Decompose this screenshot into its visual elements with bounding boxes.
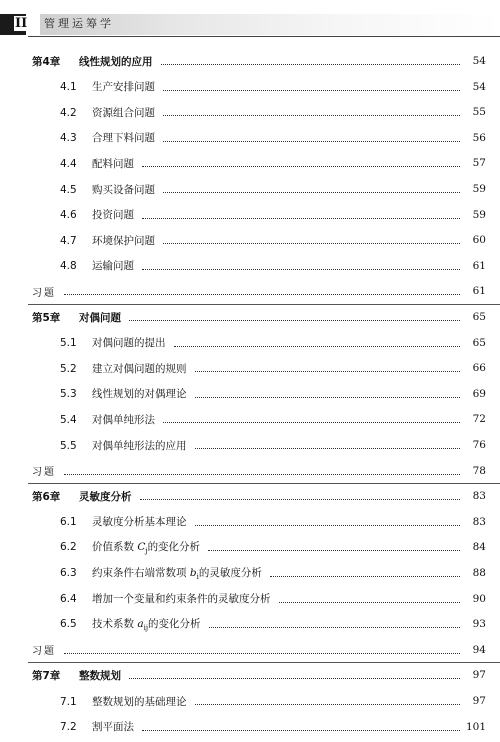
leader-dots: [142, 729, 460, 731]
leader-dots: [142, 268, 460, 270]
leader-dots: [64, 293, 460, 295]
page-number: 88: [472, 567, 486, 579]
section-number: 4.7: [60, 234, 77, 247]
toc-section-row[interactable]: [60, 230, 486, 250]
section-title: 对偶单纯形法的应用: [92, 439, 187, 452]
toc-entry-label: [60, 233, 155, 248]
leader-dots: [195, 396, 461, 398]
section-number: 4.8: [60, 260, 77, 273]
chapter-title: 灵敏度分析: [79, 490, 132, 503]
toc-section-row[interactable]: [60, 589, 486, 609]
toc-entry-label: [60, 539, 200, 555]
toc-section-row[interactable]: [60, 409, 486, 429]
toc-section-row[interactable]: [60, 691, 486, 711]
section-number: 5.3: [60, 388, 77, 401]
section-title: 购买设备问题: [92, 183, 155, 196]
toc-entry-label: [60, 616, 201, 632]
page-number: 90: [472, 592, 486, 605]
leader-dots: [195, 524, 461, 526]
chapter-number: 第6章: [32, 490, 61, 503]
toc-chapter-row[interactable]: [32, 665, 486, 685]
section-number: 6.4: [60, 593, 77, 606]
leader-dots: [195, 447, 461, 449]
toc-entry-label: [60, 591, 271, 606]
section-title: [92, 618, 201, 633]
toc-entry-label: [32, 642, 56, 657]
toc-entry-label: [32, 310, 121, 325]
toc-entry-label: [32, 54, 153, 69]
section-title: 生产安排问题: [92, 81, 155, 94]
header-rule: [28, 36, 500, 37]
section-title: [92, 566, 262, 582]
toc-entry-label: [60, 514, 187, 529]
page-number: 59: [472, 208, 486, 221]
section-number: 5.1: [60, 337, 77, 350]
section-title: 资源组合问题: [92, 106, 155, 119]
page-number: 83: [472, 515, 486, 528]
page-number: 61: [472, 259, 486, 272]
section-number: 5.4: [60, 413, 77, 426]
leader-dots: [142, 217, 460, 219]
section-title: 割平面法: [92, 721, 134, 734]
leader-dots: [163, 89, 460, 91]
toc-entry-label: [32, 463, 56, 478]
section-title: 灵敏度分析基本理论: [92, 516, 187, 529]
page-number: 55: [472, 106, 486, 119]
chapter-number: 第7章: [32, 669, 61, 682]
section-number: 4.4: [60, 157, 77, 170]
section-number: 5.2: [60, 362, 77, 375]
toc-entry-label: [60, 105, 155, 120]
toc-section-row[interactable]: [60, 333, 486, 353]
page-number: 61: [472, 285, 486, 298]
toc-section-row[interactable]: [60, 384, 486, 404]
section-title: 合理下料问题: [92, 132, 155, 145]
leader-dots: [208, 549, 460, 551]
chapter-number: 第4章: [32, 55, 61, 68]
page-number: 66: [472, 362, 486, 375]
section-title: [92, 541, 201, 556]
page-number: 54: [472, 55, 486, 67]
toc-entry-label: [60, 438, 187, 453]
section-title: 环境保护问题: [92, 234, 155, 247]
section-number: 6.5: [60, 618, 77, 631]
section-title-part: C: [137, 541, 146, 554]
toc-exercise-row[interactable]: [32, 640, 486, 660]
exercise-title: 习题: [32, 467, 56, 479]
page-number: 83: [472, 490, 486, 503]
section-number: 6.2: [60, 541, 77, 554]
page-number: 94: [472, 643, 486, 656]
toc-section-row[interactable]: [60, 205, 486, 225]
section-title-part: ij: [143, 624, 149, 633]
page-number: 65: [472, 311, 486, 323]
leader-dots: [174, 345, 461, 347]
leader-dots: [64, 473, 460, 475]
toc-section-row[interactable]: [60, 563, 486, 583]
section-title: 对偶单纯形法: [92, 413, 155, 426]
page-number: 97: [472, 669, 486, 682]
leader-dots: [163, 191, 460, 193]
section-title-part: 的灵敏度分析: [198, 566, 262, 579]
section-title: 建立对偶问题的规则: [92, 362, 187, 375]
toc-exercise-row[interactable]: [32, 461, 486, 481]
book-title: 管理运筹学: [44, 17, 114, 30]
page-number: 97: [472, 695, 486, 707]
header-band: [0, 14, 500, 35]
leader-dots: [64, 652, 460, 654]
page-number: 93: [472, 618, 486, 631]
toc-section-row[interactable]: [60, 102, 486, 122]
toc-section-row[interactable]: [60, 128, 486, 148]
toc-section-row[interactable]: [60, 717, 486, 737]
toc-entry-label: [60, 156, 134, 171]
section-title-part: a: [137, 618, 144, 631]
toc-entry-label: [60, 565, 262, 581]
section-number: 5.5: [60, 439, 77, 452]
toc-section-row[interactable]: [60, 512, 486, 532]
toc-chapter-row[interactable]: [32, 51, 486, 71]
page-number: 101: [466, 720, 487, 733]
toc-section-row[interactable]: [60, 77, 486, 97]
chapter-divider: [28, 304, 500, 305]
section-number: 4.5: [60, 183, 77, 196]
page-numeral: II: [15, 16, 28, 31]
toc-section-row[interactable]: [60, 537, 486, 557]
toc-chapter-row[interactable]: [32, 307, 486, 327]
section-number: 7.2: [60, 721, 77, 734]
section-title: 运输问题: [92, 260, 134, 273]
section-title-part: 技术系数: [92, 618, 138, 631]
leader-dots: [163, 242, 460, 244]
section-number: 6.3: [60, 566, 77, 579]
chapter-title: 整数规划: [79, 669, 121, 682]
section-title: 对偶问题的提出: [92, 337, 166, 350]
toc-entry-label: [32, 668, 121, 683]
section-title: 增加一个变量和约束条件的灵敏度分析: [92, 593, 271, 606]
leader-dots: [279, 601, 461, 603]
chapter-divider: [28, 662, 500, 663]
toc-entry-label: [32, 489, 132, 504]
page-number: 78: [472, 464, 486, 477]
leader-dots: [161, 63, 461, 65]
leader-dots: [140, 498, 461, 500]
section-title: 投资问题: [92, 209, 134, 222]
page-number: 72: [472, 413, 486, 426]
toc-entry-label: [60, 207, 134, 222]
page-number: 54: [472, 80, 486, 93]
toc-entry-label: [60, 412, 155, 427]
section-title-part: b: [189, 566, 197, 579]
toc-section-row[interactable]: [60, 256, 486, 276]
page-number: 76: [472, 439, 486, 451]
toc-entry-label: [60, 130, 155, 145]
toc-entry-label: [60, 79, 155, 94]
exercise-title: 习题: [32, 646, 56, 658]
section-title: 线性规划的对偶理论: [92, 388, 187, 401]
toc-entry-label: [60, 719, 134, 734]
page-number: 56: [472, 131, 486, 144]
toc-section-row[interactable]: [60, 358, 486, 378]
leader-dots: [163, 421, 460, 423]
page-number: 60: [472, 234, 486, 247]
toc-entry-label: [60, 182, 155, 197]
toc-section-row[interactable]: [60, 153, 486, 173]
section-title-part: i: [196, 573, 199, 582]
page-number: 84: [472, 541, 486, 554]
leader-dots: [163, 140, 460, 142]
exercise-title: 习题: [32, 287, 56, 299]
toc-section-row[interactable]: [60, 435, 486, 455]
running-header: [0, 0, 500, 40]
toc-entry-label: [32, 284, 56, 299]
section-number: 4.6: [60, 209, 77, 222]
section-number: 7.1: [60, 695, 77, 708]
section-title: 整数规划的基础理论: [92, 695, 187, 708]
toc-section-row[interactable]: [60, 179, 486, 199]
section-title: 配料问题: [92, 157, 134, 170]
leader-dots: [142, 165, 460, 167]
page-number: 65: [472, 336, 486, 349]
leader-dots: [129, 677, 460, 679]
chapter-title: 线性规划的应用: [79, 55, 153, 68]
leader-dots: [163, 114, 460, 116]
leader-dots: [195, 703, 461, 705]
section-number: 4.2: [60, 106, 77, 119]
section-number: 4.3: [60, 132, 77, 145]
toc-entry-label: [60, 335, 166, 350]
section-number: 6.1: [60, 516, 77, 529]
page-number: 57: [472, 157, 486, 170]
toc-chapter-row[interactable]: [32, 486, 486, 506]
toc-entry-label: [60, 694, 187, 709]
toc-entry-label: [60, 258, 134, 273]
toc-entry-label: [60, 361, 187, 376]
page-number: 69: [472, 387, 486, 400]
section-title-part: 约束条件右端常数项: [92, 566, 190, 579]
toc-entry-label: [60, 386, 187, 401]
section-title-part: 的变化分析: [148, 618, 201, 631]
chapter-divider: [28, 483, 500, 484]
section-title-part: j: [145, 547, 148, 556]
section-title-part: 的变化分析: [147, 541, 201, 554]
leader-dots: [270, 575, 460, 577]
section-title-part: 价值系数: [92, 541, 138, 554]
leader-dots: [129, 319, 460, 321]
chapter-title: 对偶问题: [79, 311, 121, 324]
leader-dots: [209, 626, 460, 628]
toc-exercise-row[interactable]: [32, 281, 486, 301]
toc-section-row[interactable]: [60, 614, 486, 634]
page-number: 59: [472, 183, 486, 195]
section-number: 4.1: [60, 81, 77, 94]
chapter-number: 第5章: [32, 311, 61, 324]
leader-dots: [195, 370, 461, 372]
